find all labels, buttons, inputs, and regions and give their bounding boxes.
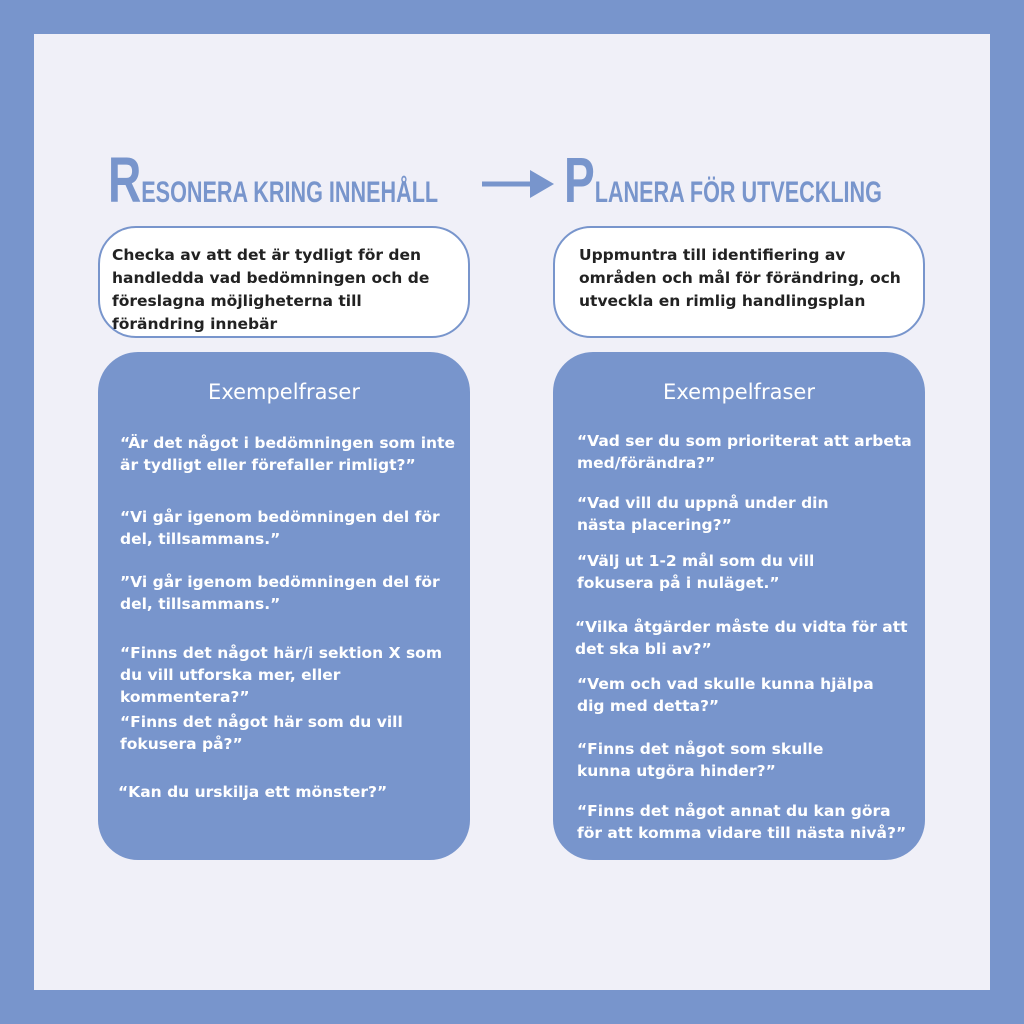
phrases-panel-resonera [98,352,470,860]
phrase-item: “Vem och vad skulle kunna hjälpa dig med detta?” [577,675,874,715]
heading-resonera-initial: R [108,144,142,216]
phrase-item: ”Vi går igenom bedömningen del för del, tillsammans.” [120,573,440,613]
heading-planera-rest: LANERA FÖR UTVECKLING [594,176,882,209]
phrase-item: “Finns det något här som du vill fokusera på?” [120,713,403,753]
heading-planera-initial: P [564,144,595,216]
phrase-item: “Vad vill du uppnå under din nästa placering?” [577,494,829,534]
phrase-item: “Vad ser du som prioriterat att arbeta med/förändra?” [577,432,912,472]
phrase-item: “Kan du urskilja ett mönster?” [118,783,388,801]
phrase-item: “Är det något i bedömningen som inte är tydligt eller förefaller rimligt?” [120,434,456,474]
heading-resonera-rest: ESONERA KRING INNEHÅLL [141,176,439,209]
heading-resonera [108,144,439,216]
heading-planera [564,144,882,216]
intro-box-resonera [98,226,470,338]
phrase-item: “Finns det något annat du kan göra för att komma vidare till nästa nivå?” [577,802,907,842]
arrow-right-icon [482,166,554,202]
phrase-item: “Vi går igenom bedömningen del för del, tillsammans.” [120,508,440,548]
phrase-item: “Välj ut 1-2 mål som du vill fokusera på i nuläget.” [577,552,815,592]
intro-text-planera: Uppmuntra till identifiering av områden och mål för förändring, och utveckla en rimlig handlingsplan [579,246,901,310]
intro-text-resonera: Checka av att det är tydligt för den handledda vad bedömningen och de föreslagna möjligheterna till förändring innebär [112,246,430,333]
phrase-item: “Finns det något som skulle kunna utgöra hinder?” [577,740,824,780]
phrases-panel-planera [553,352,925,860]
phrase-item: “Vilka åtgärder måste du vidta för att det ska bli av?” [575,618,908,658]
panel-title-planera: Exempelfraser [663,380,815,404]
intro-box-planera [553,226,925,338]
page-frame [34,34,990,990]
phrase-item: “Finns det något här/i sektion X som du vill utforska mer, eller kommentera?” [120,644,442,706]
panel-title-resonera: Exempelfraser [208,380,360,404]
